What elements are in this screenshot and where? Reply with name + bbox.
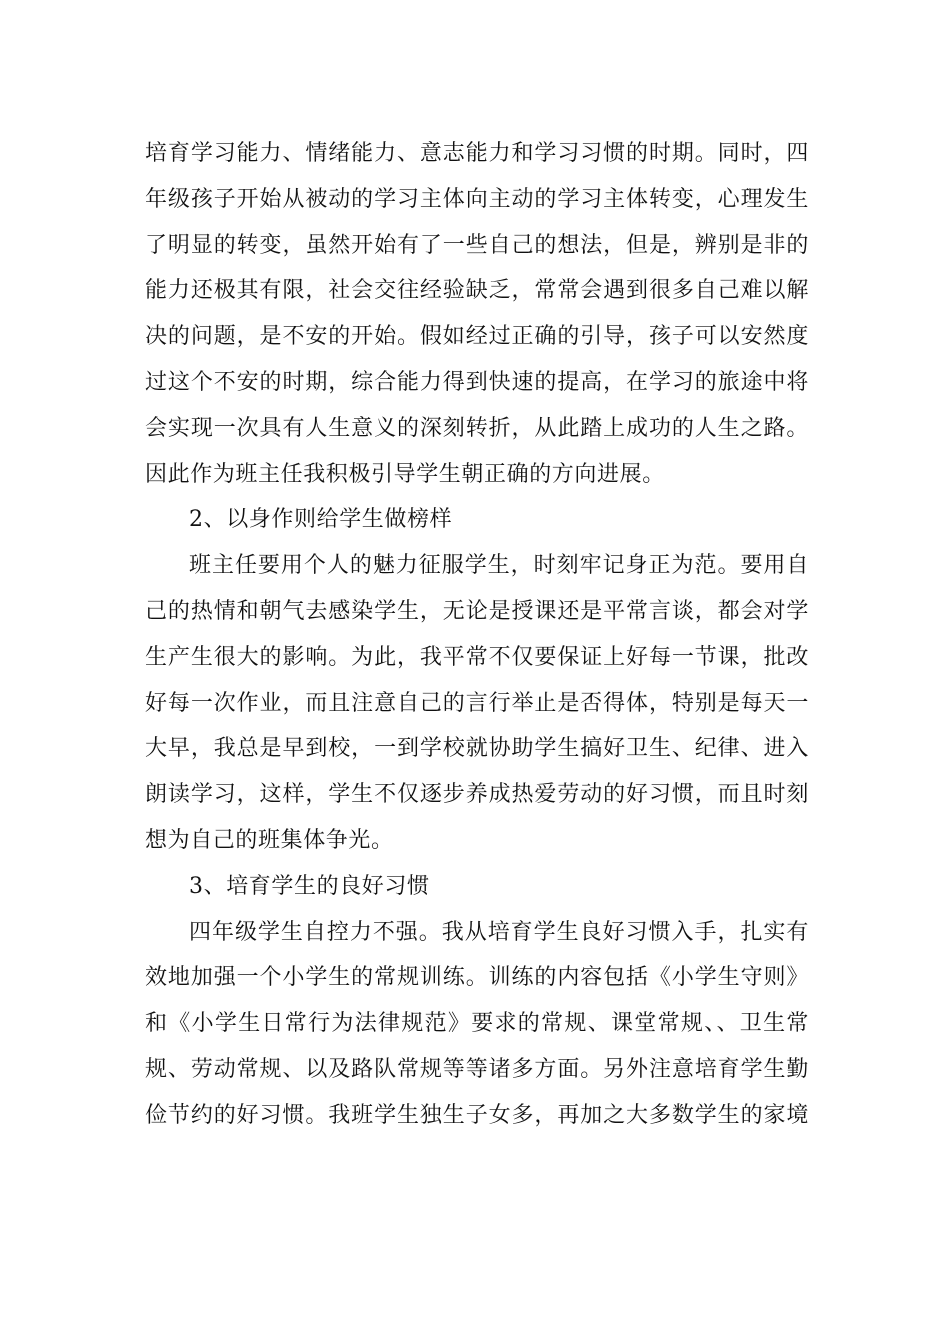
text-line: 过这个不安的时期，综合能力得到快速的提高，在学习的旅途中将 [145,369,809,395]
text-line: 培育学习能力、情绪能力、意志能力和学习习惯的时期。同时，四 [145,141,809,166]
text-line: 想为自己的班集体争光。 [145,827,394,853]
text-line: 俭节约的好习惯。我班学生独生子女多，再加之大多数学生的家境 [145,1102,809,1128]
paragraph-3 [145,910,809,1139]
text-line: 年级孩子开始从被动的学习主体向主动的学习主体转变，心理发生 [145,186,809,212]
text-line: 因此作为班主任我积极引导学生朝正确的方向进展。 [145,461,665,487]
section-heading-2: 2、以身作则给学生做榜样 [189,507,453,533]
section-heading-3: 3、培育学生的良好习惯 [189,873,430,899]
text-line: 生产生很大的影响。为此，我平常不仅要保证上好每一节课，批改 [145,644,809,670]
text-line: 规、劳动常规、以及路队常规等等诸多方面。另外注意培育学生勤 [145,1056,809,1082]
text-line: 好每一次作业，而且注意自己的言行举止是否得体，特别是每天一 [145,690,809,716]
text-line: 朗读学习，这样，学生不仅逐步养成热爱劳动的好习惯，而且时刻 [145,782,809,808]
text-line: 己的热情和朝气去感染学生，无论是授课还是平常言谈，都会对学 [145,598,809,624]
text-line: 效地加强一个小学生的常规训练。训练的内容包括《小学生守则》 [145,965,809,991]
text-line: 决的问题，是不安的开始。假如经过正确的引导，孩子可以安然度 [145,324,809,350]
paragraph-2 [145,543,809,864]
paragraph-1 [145,131,809,497]
text-line: 四年级学生自控力不强。我从培育学生良好习惯入手，扎实有 [189,919,809,945]
text-line: 大早，我总是早到校，一到学校就协助学生搞好卫生、纪律、进入 [145,736,809,762]
text-line: 班主任要用个人的魅力征服学生，时刻牢记身正为范。要用自 [189,553,809,579]
text-line: 和《小学生日常行为法律规范》要求的常规、课堂常规、、卫生常 [145,1011,809,1037]
text-line: 了明显的转变，虽然开始有了一些自己的想法，但是，辨别是非的 [145,232,809,258]
document-body [145,131,809,1139]
text-line: 能力还极其有限，社会交往经验缺乏，常常会遇到很多自己难以解 [145,278,809,304]
text-line: 会实现一次具有人生意义的深刻转折，从此踏上成功的人生之路。 [145,415,809,441]
